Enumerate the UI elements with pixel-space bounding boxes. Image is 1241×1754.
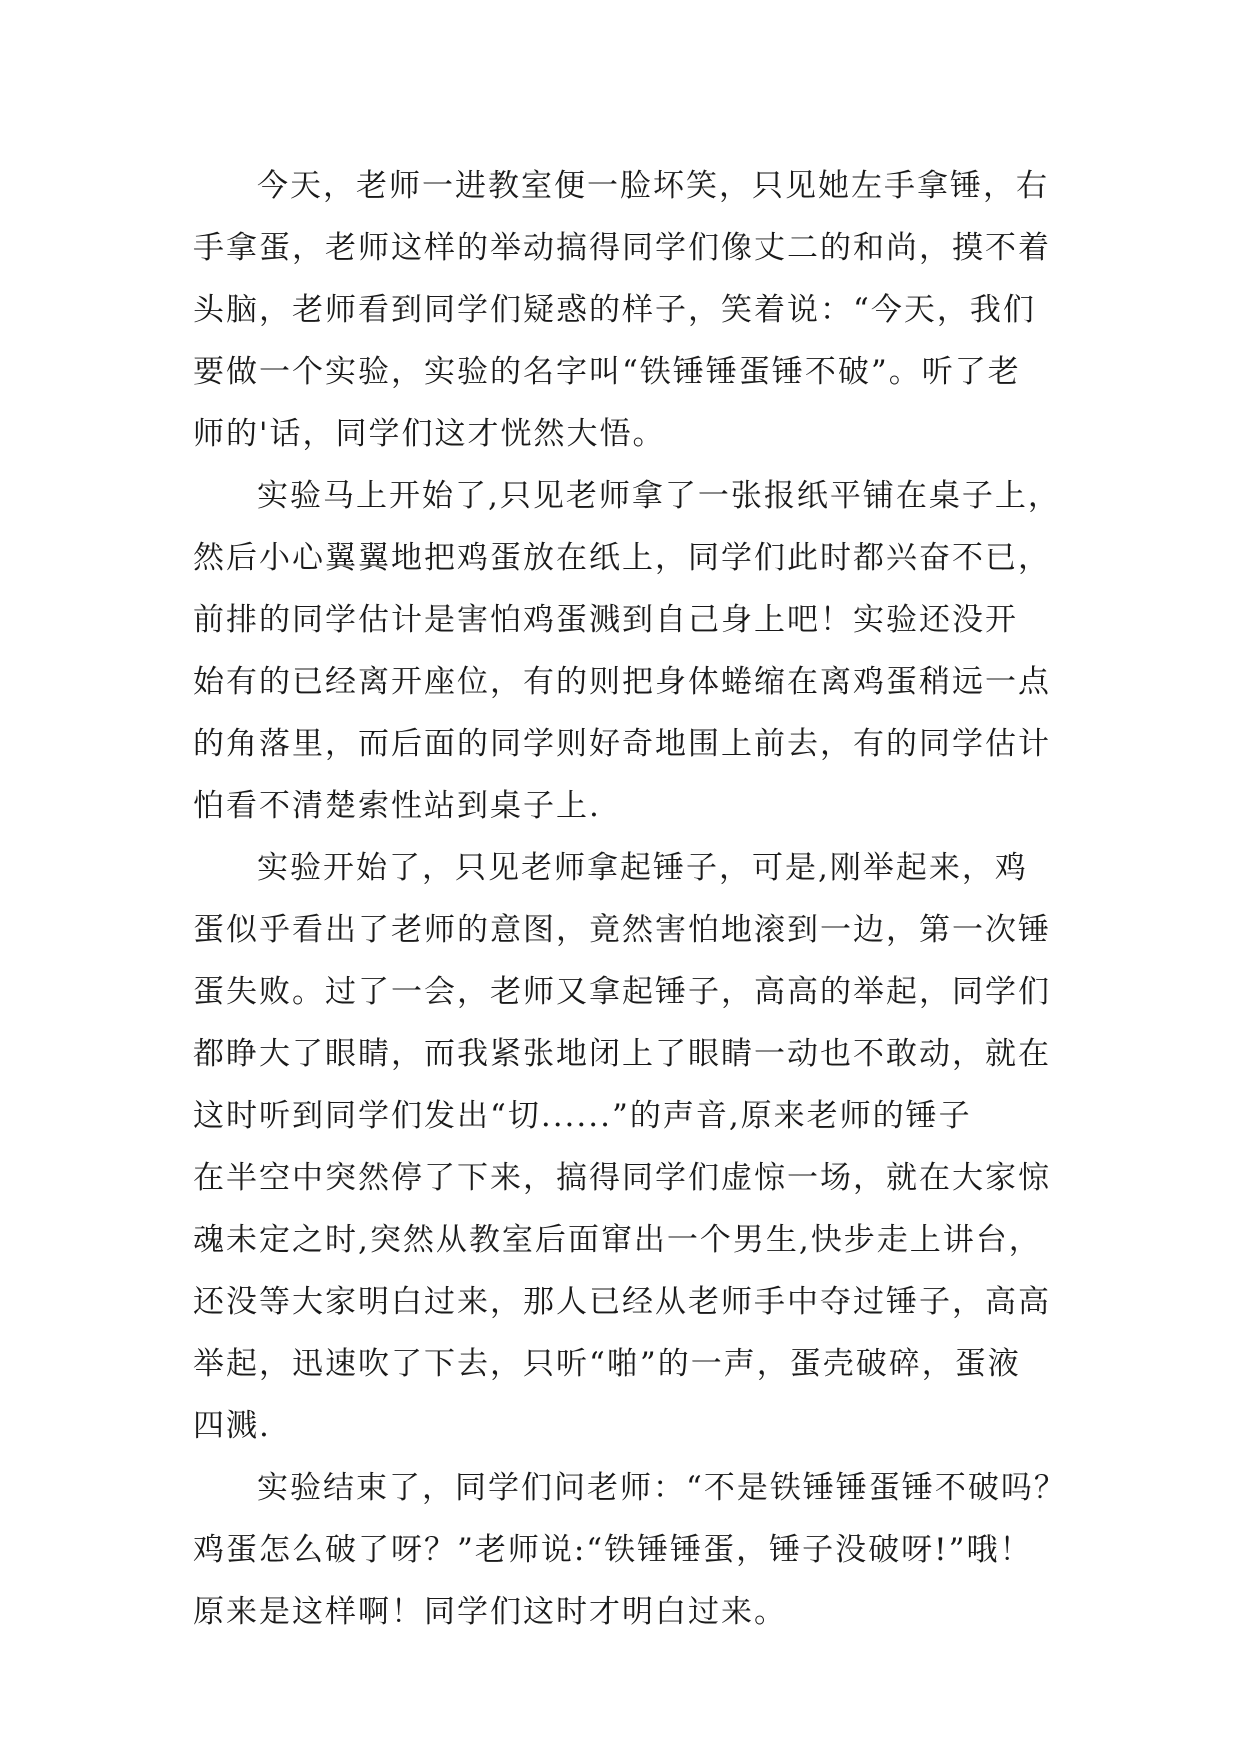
paragraph-3-line-2: 蛋似乎看出了老师的意图，竟然害怕地滚到一边，第一次锤 <box>193 912 1051 948</box>
paragraph-2-line-4: 始有的已经离开座位，有的则把身体蜷缩在离鸡蛋稍远一点 <box>193 664 1051 700</box>
paragraph-3-line-6: 在半空中突然停了下来，搞得同学们虚惊一场，就在大家惊 <box>193 1160 1051 1196</box>
paragraph-1-line-2: 手拿蛋，老师这样的举动搞得同学们像丈二的和尚，摸不着 <box>193 230 1051 266</box>
paragraph-3-line-8: 还没等大家明白过来，那人已经从老师手中夺过锤子，高高 <box>193 1284 1051 1320</box>
paragraph-4-line-1: 实验结束了，同学们问老师：“不是铁锤锤蛋锤不破吗？ <box>257 1470 1067 1506</box>
document-body <box>193 155 1067 1643</box>
paragraph-3-line-5: 这时听到同学们发出“切......”的声音,原来老师的锤子 <box>193 1098 972 1134</box>
paragraph-3-line-3: 蛋失败。过了一会，老师又拿起锤子，高高的举起，同学们 <box>193 974 1051 1010</box>
paragraph-1-line-4: 要做一个实验，实验的名字叫“铁锤锤蛋锤不破”。听了老 <box>193 354 1021 390</box>
paragraph-4-line-2: 鸡蛋怎么破了呀？”老师说:“铁锤锤蛋，锤子没破呀!”哦！ <box>193 1532 1033 1568</box>
paragraph-3-line-7: 魂未定之时,突然从教室后面窜出一个男生,快步走上讲台， <box>193 1222 1042 1258</box>
paragraph-2-line-5: 的角落里，而后面的同学则好奇地围上前去，有的同学估计 <box>193 726 1051 762</box>
paragraph-1-line-5: 师的'话，同学们这才恍然大悟。 <box>193 416 666 452</box>
paragraph-3-line-1: 实验开始了，只见老师拿起锤子，可是,刚举起来，鸡 <box>257 850 1028 886</box>
paragraph-2-line-2: 然后小心翼翼地把鸡蛋放在纸上，同学们此时都兴奋不已， <box>193 540 1051 576</box>
paragraph-4-line-3: 原来是这样啊！同学们这时才明白过来。 <box>193 1594 787 1630</box>
paragraph-1-line-3: 头脑，老师看到同学们疑惑的样子，笑着说：“今天，我们 <box>193 292 1036 328</box>
paragraph-3-line-10: 四溅. <box>193 1408 271 1444</box>
paragraph-2-line-6: 怕看不清楚索性站到桌子上. <box>193 788 601 824</box>
paragraph-3-line-9: 举起，迅速吹了下去，只听“啪”的一声，蛋壳破碎，蛋液 <box>193 1346 1021 1382</box>
paragraph-2-line-3: 前排的同学估计是害怕鸡蛋溅到自己身上吧！实验还没开 <box>193 602 1018 638</box>
paragraph-1-line-1: 今天，老师一进教室便一脸坏笑，只见她左手拿锤，右 <box>257 168 1049 204</box>
paragraph-3-line-4: 都睁大了眼睛，而我紧张地闭上了眼睛一动也不敢动，就在 <box>193 1036 1051 1072</box>
paragraph-2-line-1: 实验马上开始了,只见老师拿了一张报纸平铺在桌子上， <box>257 478 1061 514</box>
